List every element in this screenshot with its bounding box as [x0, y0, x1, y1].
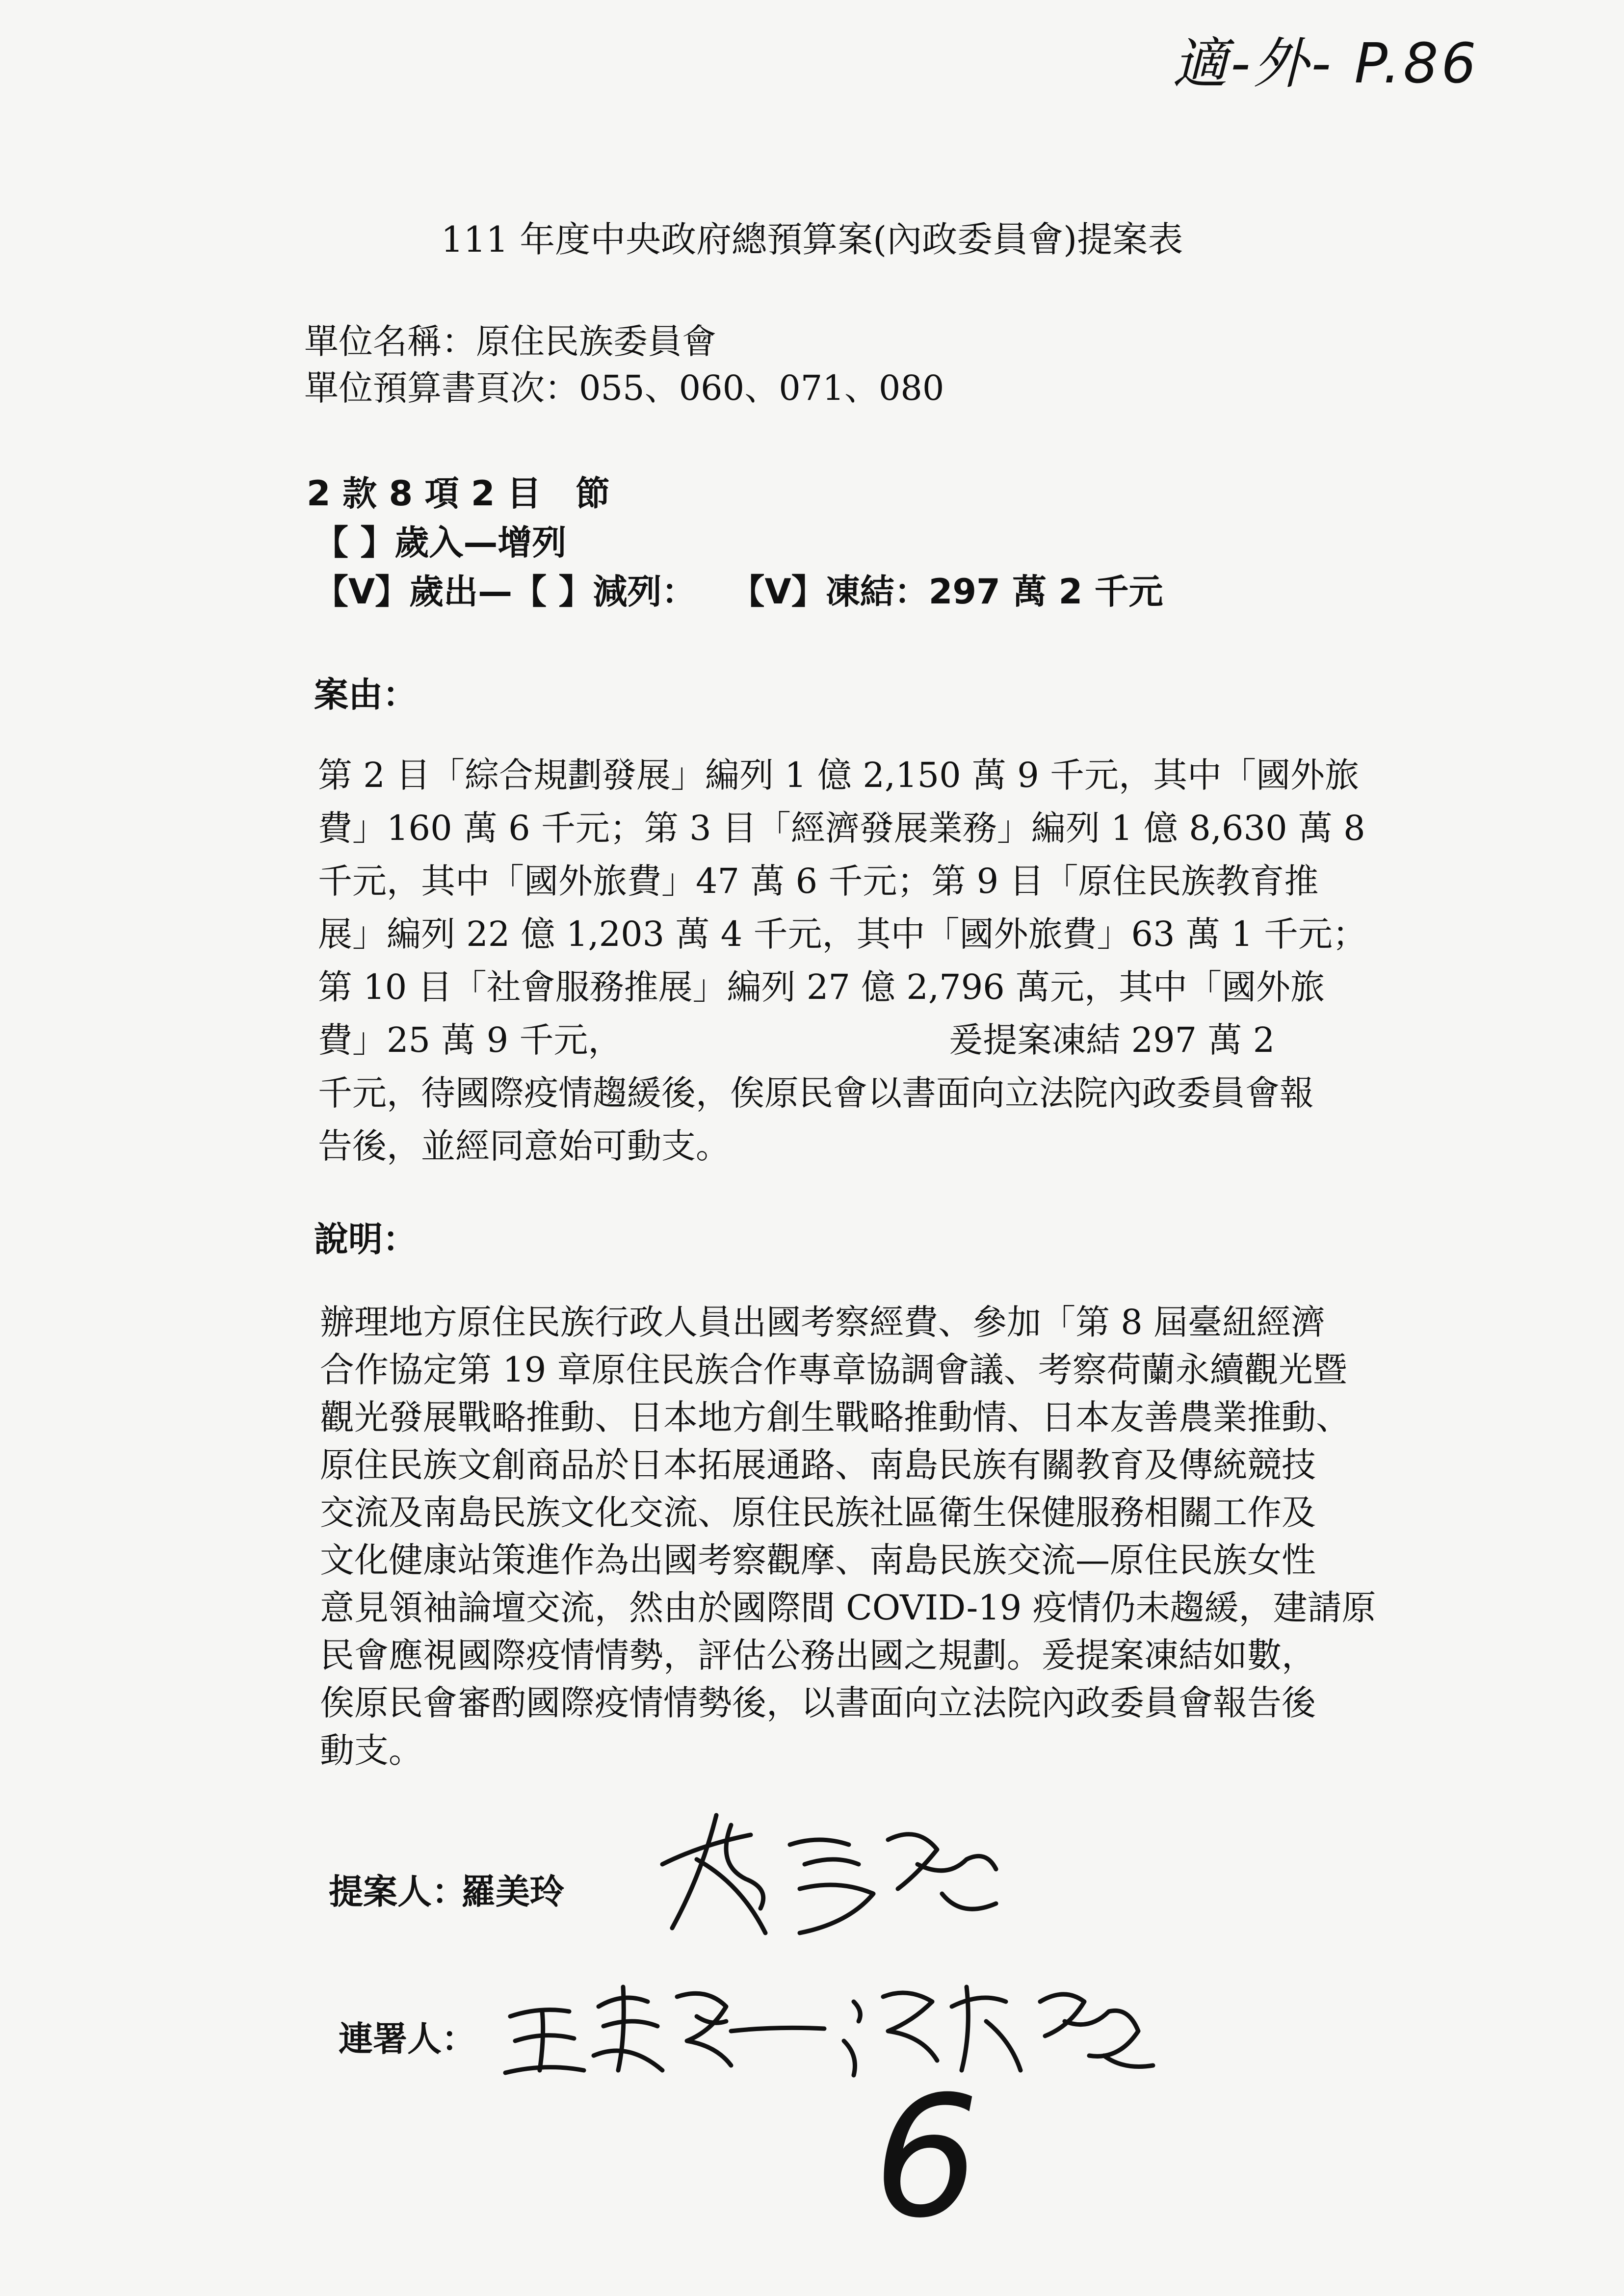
reason-line: 第 2 目「綜合規劃發展」編列 1 億 2,150 萬 9 千元，其中「國外旅: [318, 755, 1360, 795]
expenditure-line: 【V】歲出—【 】減列： 【V】凍結：297 萬 2 千元: [314, 572, 1163, 612]
reason-line: 千元，待國際疫情趨緩後，俟原民會以書面向立法院內政委員會報: [318, 1073, 1314, 1113]
unit-pages: 單位預算書頁次：055、060、071、080: [304, 368, 944, 408]
document-title: 111 年度中央政府總預算案(內政委員會)提案表: [441, 219, 1183, 260]
explain-line: 合作協定第 19 章原住民族合作專章協調會議、考察荷蘭永續觀光暨: [320, 1350, 1347, 1390]
unit-name: 單位名稱：原住民族委員會: [304, 321, 716, 362]
proposer-label: 提案人：: [329, 1872, 466, 1912]
reason-line: 千元，其中「國外旅費」47 萬 6 千元；第 9 目「原住民族教育推: [318, 861, 1319, 901]
explain-line: 辦理地方原住民族行政人員出國考察經費、參加「第 8 屆臺紐經濟: [320, 1302, 1326, 1342]
explain-line: 交流及南島民族文化交流、原住民族社區衛生保健服務相關工作及: [320, 1492, 1316, 1533]
budget-section: 2 款 8 項 2 目 節: [307, 473, 610, 514]
explain-paragraph: [320, 1302, 1497, 1796]
explain-heading: 說明：: [314, 1219, 417, 1259]
cosigner-signatures: [500, 1957, 1168, 2085]
reason-heading: 案由：: [314, 675, 417, 715]
reason-line: 告後，並經同意始可動支。: [318, 1126, 730, 1166]
proposer-name: 羅美玲: [461, 1872, 564, 1912]
proposer-signature: [643, 1805, 1016, 1953]
cosigner-label: 連署人：: [339, 2019, 476, 2059]
reason-line: 第 10 目「社會服務推展」編列 27 億 2,796 萬元，其中「國外旅: [318, 967, 1325, 1007]
explain-line: 俟原民會審酌國際疫情情勢後，以書面向立法院內政委員會報告後: [320, 1683, 1316, 1723]
reason-line: 費」25 萬 9 千元， 爰提案凍結 297 萬 2: [318, 1020, 1275, 1060]
handwritten-page-reference: 適-外- P.86: [1173, 32, 1479, 96]
explain-line: 觀光發展戰略推動、日本地方創生戰略推動情、日本友善農業推動、: [320, 1397, 1350, 1437]
reason-paragraph: [318, 755, 1446, 1166]
explain-line: 文化健康站策進作為出國考察觀摩、南島民族交流—原住民族女性: [320, 1540, 1316, 1580]
explain-line: 意見領袖論壇交流，然由於國際間 COVID-19 疫情仍未趨緩，建請原: [320, 1588, 1376, 1628]
reason-line: 費」160 萬 6 千元；第 3 目「經濟發展業務」編列 1 億 8,630 萬 8: [318, 808, 1365, 848]
explain-line: 原住民族文創商品於日本拓展通路、南島民族有關教育及傳統競技: [320, 1445, 1316, 1485]
revenue-line: 【 】歲入—增列: [314, 522, 567, 563]
handwritten-page-mark: 6: [873, 2061, 980, 2255]
explain-line: 動支。: [320, 1730, 423, 1771]
reason-line: 展」編列 22 億 1,203 萬 4 千元，其中「國外旅費」63 萬 1 千元；: [318, 914, 1367, 954]
explain-line: 民會應視國際疫情情勢，評估公務出國之規劃。爰提案凍結如數，: [320, 1635, 1316, 1675]
